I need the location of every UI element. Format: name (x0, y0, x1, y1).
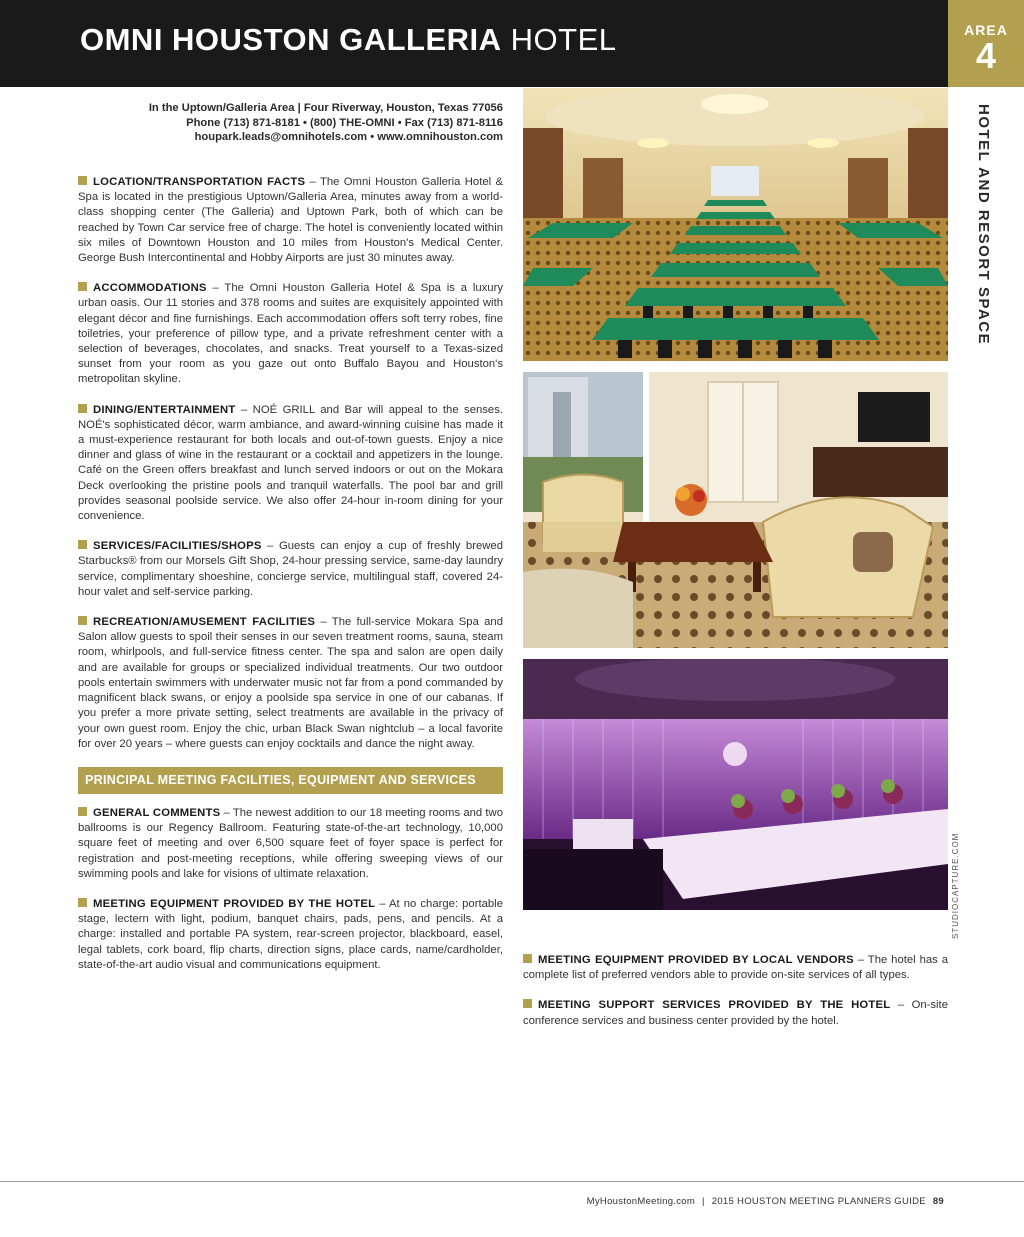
meeting-room-photo (523, 88, 948, 361)
section-body: – The newest addition to our 18 meeting rooms and two ballrooms is our Regency Ballroom. Featuring state-of-the-art technology, 10,000 square feet of meeting and over 6,500 square feet of foyer space is perfect for registration and post-meeting receptions, while offering sweeping views of our swimming pools and lake for visions of ultimate relaxation. (78, 806, 503, 880)
section-heading: MEETING SUPPORT SERVICES PROVIDED BY THE HOTEL (538, 999, 891, 1012)
section-hotel-equipment (78, 897, 503, 973)
right-column (523, 953, 948, 1044)
section-accommodations (78, 281, 503, 387)
web-line: houpark.leads@omnihotels.com • www.omnihouston.com (194, 131, 503, 143)
section-dining (78, 403, 503, 525)
section-body: – The Omni Houston Galleria Hotel & Spa is a luxury urban oasis. Our 11 stories and 378 rooms and suites are exquisitely appointed with elegant décor and fine furnishings. Each accommodation offers soft terry robes, fine toiletries, your preference of pillow type, and a private refreshment center with a selection of beverages, chocolates, and snacks. Treat yourself to a Texas-sized sunset from your room as you gaze out onto Buffalo Bayou and Houston's metropolitan skyline. (78, 282, 503, 386)
bullet-square-icon (78, 176, 87, 185)
section-heading: MEETING EQUIPMENT PROVIDED BY THE HOTEL (93, 897, 376, 910)
section-heading: ACCOMMODATIONS (93, 282, 207, 295)
section-body: – NOÉ GRILL and Bar will appeal to the senses. NOÉ's sophisticated décor, warm ambiance, and award-winning cuisine has made it a must-experience restaurant for both locals and out-of-town guests. Enjoy a nice dinner and glass of wine in the restaurant or a cocktail and appetizers in the lounge. Café on the Green offers breakfast and lunch served indoors or out on the Mokara Deck overlooking the pristine pools and tranquil waterfalls. The pool bar and grill provides seasonal poolside service. We also offer 24-hour in-room dining for your convenience. (78, 403, 503, 523)
section-heading: DINING/ENTERTAINMENT (93, 403, 236, 416)
section-location (78, 175, 503, 266)
section-heading: SERVICES/FACILITIES/SHOPS (93, 540, 262, 553)
section-body: – The hotel has a complete list of preferred vendors able to provide on-site services of all types. (523, 954, 948, 982)
bullet-square-icon (78, 404, 87, 413)
page-footer (587, 1196, 944, 1207)
section-services (78, 539, 503, 600)
footer-divider (0, 1181, 1024, 1182)
section-body: – The full-service Mokara Spa and Salon allow guests to spoil their senses in our seven treatment rooms, sauna, steam room, whirlpools, and full-service fitness center. The spa and salon are open daily and are available for groups or specialized individual treatments. Our two outdoor pools entertain swimmers with underwater music not far from a pond commanded by magnificent black swans, or enjoy a poolside spa service in one of our cabanas. If you prefer a more private setting, select treatments are available in the privacy of your own guest room. Enjoy the chic, urban Black Swan nightclub – a local favorite for over 20 years – where guests can enjoy cocktails and dance the night away. (78, 616, 503, 750)
page-number: 89 (932, 1196, 944, 1207)
section-body: – On-site conference services and business center provided by the hotel. (523, 999, 948, 1027)
footer-guide-title: 2015 HOUSTON MEETING PLANNERS GUIDE (711, 1196, 926, 1207)
bullet-square-icon (523, 999, 532, 1008)
page-title (80, 22, 617, 58)
bullet-square-icon (523, 954, 532, 963)
meeting-facilities-band: PRINCIPAL MEETING FACILITIES, EQUIPMENT AND SERVICES (78, 767, 503, 794)
section-general-comments (78, 806, 503, 882)
section-body: – The Omni Houston Galleria Hotel & Spa is located in the prestigious Uptown/Galleria Area, minutes away from a world-class shopping center (The Galleria) and Uptown Park, both of which can be reached by Town Car service free of charge. The hotel is conveniently located within six miles of Downtown Houston and 10 miles from Houston's Medical Center. George Bush Intercontinental and Hobby Airports are just 30 minutes away. (78, 176, 504, 265)
bullet-square-icon (78, 807, 87, 816)
left-column (78, 175, 503, 988)
page-header (0, 0, 948, 87)
hotel-name: OMNI HOUSTON GALLERIA (80, 22, 502, 57)
ballroom-event-photo (523, 659, 948, 910)
address-line: In the Uptown/Galleria Area | Four Riverway, Houston, Texas 77056 (148, 102, 503, 114)
area-badge (948, 0, 1024, 87)
section-side-tab: HOTEL AND RESORT SPACE (975, 104, 992, 346)
section-heading: MEETING EQUIPMENT PROVIDED BY LOCAL VENDORS (538, 954, 854, 966)
footer-separator: | (702, 1196, 705, 1207)
section-heading: RECREATION/AMUSEMENT FACILITIES (93, 616, 316, 629)
area-label: AREA (964, 22, 1008, 38)
section-recreation (78, 615, 503, 752)
phone-line: Phone (713) 871-8181 • (800) THE-OMNI • Fax (713) 871-8116 (186, 116, 503, 129)
contact-block (80, 101, 503, 145)
photo-credit: STUDIOCAPTURE.COM (951, 832, 960, 939)
hotel-type: HOTEL (510, 22, 617, 57)
bullet-square-icon (78, 540, 87, 549)
section-body: – At no charge: portable stage, lectern with light, podium, banquet chairs, pads, pens, and pencils. At a charge: installed and portable PA system, rear-screen projector, blackboard, easel, legal tablets, cork board, flip charts, direction signs, place cards, name/cardholder, state-of-the-art audio visual and communications equipment. (78, 897, 503, 971)
suite-lounge-photo (523, 372, 948, 648)
bullet-square-icon (78, 282, 87, 291)
bullet-square-icon (78, 616, 87, 625)
area-number: 4 (975, 35, 997, 76)
section-heading: GENERAL COMMENTS (93, 806, 221, 819)
footer-website-link[interactable]: MyHoustonMeeting.com (586, 1196, 696, 1207)
section-support-services (523, 998, 948, 1028)
bullet-square-icon (78, 898, 87, 907)
section-heading: LOCATION/TRANSPORTATION FACTS (93, 176, 306, 188)
section-body: – Guests can enjoy a cup of freshly brewed Starbucks® from our Morsels Gift Shop, 24-hour pressing service, same-day laundry service, complimentary shoeshine, concierge service, multilingual staff, covered 24-hour valet and self-service parking. (78, 540, 503, 598)
section-vendor-equipment (523, 953, 948, 983)
